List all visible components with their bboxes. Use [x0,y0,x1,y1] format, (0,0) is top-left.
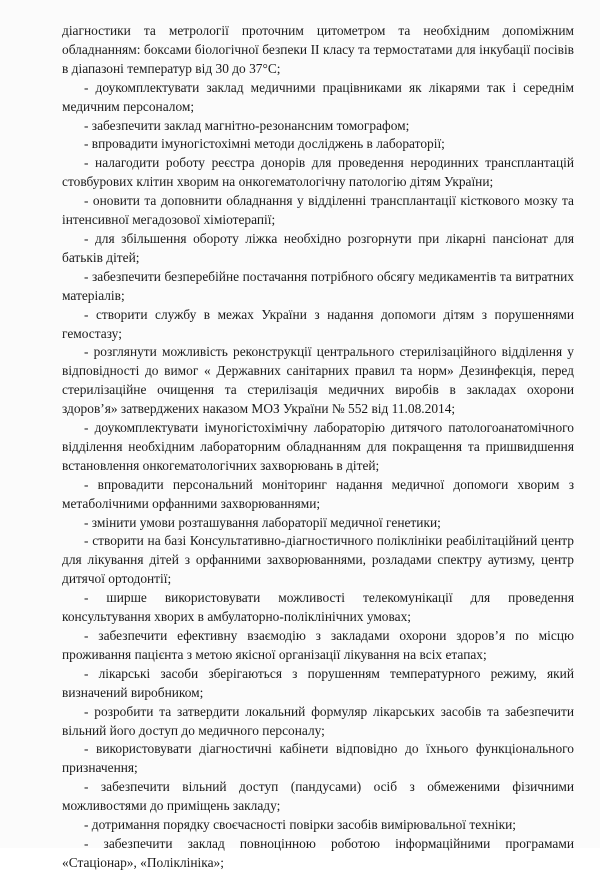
list-item-text: - впровадити персональний моніторинг надання медичної допомоги хворим з метаболічними орфанними захворюваннями; [62,476,574,511]
list-item [62,665,574,703]
list-item-text: - створити службу в межах України з надання допомоги дітям з порушеннями гемостазу; [62,306,574,341]
list-item [62,135,574,154]
list-item-text: - оновити та доповнити обладнання у відділенні трансплантації кісткового мозку та інтенсивної мегадозової хіміотерапії; [62,193,574,228]
list-item-text: - розглянути можливість реконструкції центрального стерилізаційного відділення у відповідності до вимог « Державних санітарних правил та норм» Дезинфекція, перед стерилізаційне очищення та стерилізація медичних виробів в закладах охорони здоров’я» затверджених наказом МОЗ України № 552 від 11.08.2014; [62,344,574,417]
list-item [62,778,574,816]
list-item-text: - лікарські засоби зберігаються з порушенням температурного режиму, який визначений виробником; [62,665,574,700]
list-item-text: - забезпечити вільний доступ (пандусами) осіб з обмеженими фізичними можливостями до приміщень закладу; [62,779,574,814]
list-item-text: - для збільшення обороту ліжка необхідно розгорнути при лікарні пансіонат для батьків дітей; [62,230,574,265]
list-item [62,589,574,627]
list-item [62,740,574,778]
list-item-text: - створити на базі Консультативно-діагностичного поліклініки реабілітаційний центр для лікування дітей з орфанними захворюваннями, розладами спектру аутизму, центр дитячої ортодонтії; [62,533,574,587]
list-item [62,343,574,419]
list-item-text: - забезпечити заклад магнітно-резонансним томографом; [84,117,410,133]
list-item [62,514,574,533]
list-item-text: - дотримання порядку своєчасності повірки засобів вимірювальної техніки; [84,817,516,833]
list-item [62,230,574,268]
list-item-text: - доукомплектувати заклад медичними працівниками як лікарями так і середнім медичним персоналом; [62,79,574,114]
list-item [62,835,574,873]
list-item-text: - розробити та затвердити локальний формуляр лікарських засобів та забезпечити вільний його доступ до медичного персоналу; [62,703,574,738]
list-item-text: - змінити умови розташування лабораторії медичної генетики; [84,514,441,530]
list-item-text: - доукомплектувати імуногістохімічну лабораторію дитячого патологоанатомічного відділення необхідним лабораторним обладнанням для покращення та пришвидшення встановлення онкогематологічних захворювань в дітей; [62,420,574,473]
list-item [62,192,574,230]
paragraph-text: діагностики та метрології проточним цитометром та необхідним допоміжним обладнанням: боксами біологічної безпеки ІІ класу та термостатами для інкубації посівів в діапазоні температур від 30 до 37°С; [62,23,574,76]
list-item [62,476,574,514]
list-item [62,117,574,136]
list-item-text: - ширше використовувати можливості телекомунікації для проведення консультування хворих в амбулаторно-поліклінічних умовах; [62,590,574,625]
list-item [62,154,574,192]
list-item [62,703,574,741]
list-item [62,79,574,117]
list-item-text: - забезпечити безперебійне постачання потрібного обсягу медикаментів та витратних матеріалів; [62,268,574,303]
list-item-text: - впровадити імуногістохімні методи досліджень в лабораторії; [84,136,445,152]
list-item [62,419,574,476]
list-item-text: - забезпечити ефективну взаємодію з закладами охорони здоров’я по місцю проживання пацієнта з метою якісної організації лікування на всіх етапах; [62,628,574,662]
list-item [62,268,574,306]
list-item-text: - налагодити роботу реєстра донорів для проведення неродинних трансплантацій стовбурових клітин хворим на онкогематологічну патологію дітям України; [62,155,574,190]
list-item [62,532,574,589]
list-item [62,627,574,665]
list-item-text: - використовувати діагностичні кабінети відповідно до їхнього функціонального призначення; [62,741,574,776]
list-item [62,306,574,344]
paragraph-continuation [62,22,574,79]
list-item [62,816,574,835]
list-item-text: - забезпечити заклад повноцінною роботою інформаційними програмами «Стаціонар», «Поліклініка»; [62,835,574,870]
